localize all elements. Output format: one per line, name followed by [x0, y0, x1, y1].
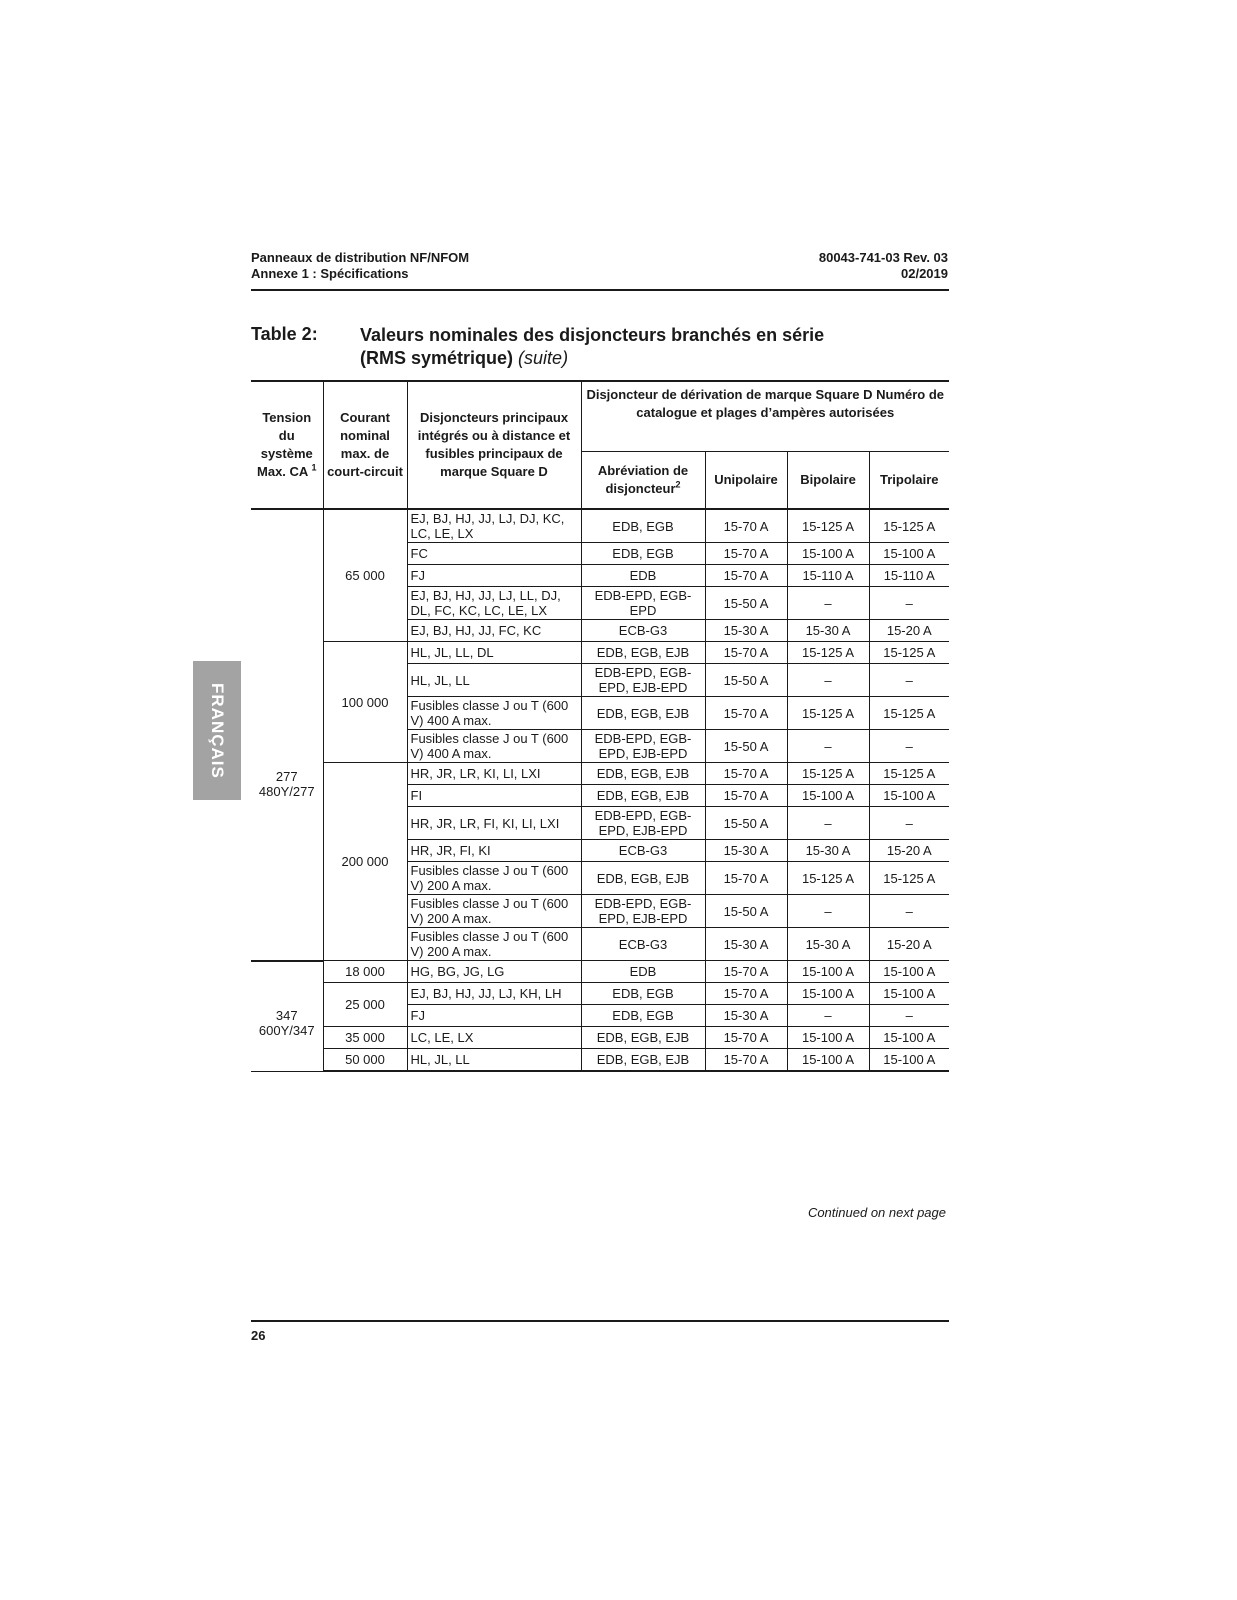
- bi-cell: –: [787, 730, 869, 763]
- bi-cell: –: [787, 664, 869, 697]
- tri-cell: –: [869, 895, 949, 928]
- language-tab-label: FRANÇAIS: [208, 682, 227, 779]
- col-header-abbrev: Abréviation de disjoncteur$^2$: [581, 452, 705, 510]
- language-tab: [193, 661, 241, 800]
- current-cell: 100 000: [323, 642, 407, 763]
- tri-cell: –: [869, 807, 949, 840]
- tri-cell: 15-125 A: [869, 642, 949, 664]
- running-header-left: [251, 250, 469, 282]
- main-breaker-cell: HL, JL, LL, DL: [407, 642, 581, 664]
- page-number: 26: [251, 1328, 266, 1343]
- main-breaker-cell: Fusibles classe J ou T (600 V) 400 A max.: [407, 730, 581, 763]
- abbrev-cell: EDB-EPD, EGB-EPD, EJB-EPD: [581, 807, 705, 840]
- table-body: [251, 509, 949, 1071]
- bi-cell: –: [787, 807, 869, 840]
- abbrev-cell: EDB, EGB: [581, 509, 705, 543]
- main-breaker-cell: FJ: [407, 565, 581, 587]
- tri-cell: 15-125 A: [869, 763, 949, 785]
- abbrev-cell: EDB-EPD, EGB-EPD, EJB-EPD: [581, 730, 705, 763]
- bi-cell: 15-125 A: [787, 763, 869, 785]
- main-breaker-cell: HG, BG, JG, LG: [407, 961, 581, 983]
- uni-cell: 15-50 A: [705, 587, 787, 620]
- main-breaker-cell: Fusibles classe J ou T (600 V) 200 A max.: [407, 895, 581, 928]
- uni-cell: 15-50 A: [705, 807, 787, 840]
- bi-cell: 15-100 A: [787, 785, 869, 807]
- main-breaker-cell: HR, JR, LR, FI, KI, LI, LXI: [407, 807, 581, 840]
- abbrev-cell: EDB: [581, 961, 705, 983]
- bi-cell: 15-100 A: [787, 543, 869, 565]
- col-header-bipolaire: Bipolaire: [787, 452, 869, 510]
- abbrev-cell: EDB, EGB: [581, 543, 705, 565]
- abbrev-cell: EDB, EGB, EJB: [581, 862, 705, 895]
- uni-cell: 15-70 A: [705, 509, 787, 543]
- abbrev-cell: EDB, EGB: [581, 1005, 705, 1027]
- uni-cell: 15-70 A: [705, 697, 787, 730]
- tri-cell: 15-125 A: [869, 509, 949, 543]
- uni-cell: 15-70 A: [705, 1027, 787, 1049]
- bi-cell: 15-100 A: [787, 1049, 869, 1072]
- tri-cell: 15-100 A: [869, 961, 949, 983]
- table-row: [251, 763, 949, 785]
- main-breaker-cell: HR, JR, LR, KI, LI, LXI: [407, 763, 581, 785]
- uni-cell: 15-30 A: [705, 840, 787, 862]
- main-breaker-cell: FJ: [407, 1005, 581, 1027]
- main-breaker-cell: Fusibles classe J ou T (600 V) 400 A max.: [407, 697, 581, 730]
- main-breaker-cell: FI: [407, 785, 581, 807]
- document-number: 80043-741-03 Rev. 03: [818, 250, 948, 265]
- tri-cell: 15-100 A: [869, 543, 949, 565]
- main-breaker-cell: EJ, BJ, HJ, JJ, LJ, KH, LH: [407, 983, 581, 1005]
- abbrev-cell: EDB-EPD, EGB-EPD, EJB-EPD: [581, 664, 705, 697]
- bi-cell: 15-125 A: [787, 862, 869, 895]
- table-title-line1: Valeurs nominales des disjoncteurs branchés en série: [360, 325, 825, 345]
- main-breaker-cell: EJ, BJ, HJ, JJ, LJ, DJ, KC, LC, LE, LX: [407, 509, 581, 543]
- abbrev-cell: ECB-G3: [581, 928, 705, 961]
- uni-cell: 15-30 A: [705, 928, 787, 961]
- col-header-tripolaire: Tripolaire: [869, 452, 949, 510]
- uni-cell: 15-30 A: [705, 1005, 787, 1027]
- table-label: Table 2:: [251, 324, 318, 344]
- table-row: [251, 1027, 949, 1049]
- table-row: [251, 509, 949, 543]
- col-header-main-breakers: Disjoncteurs principaux intégrés ou à distance et fusibles principaux de marque Square D: [407, 381, 581, 509]
- bi-cell: 15-100 A: [787, 983, 869, 1005]
- abbrev-cell: EDB, EGB, EJB: [581, 642, 705, 664]
- tri-cell: –: [869, 1005, 949, 1027]
- main-breaker-cell: HL, JL, LL: [407, 1049, 581, 1072]
- running-header-right: [819, 250, 948, 282]
- table-row: [251, 983, 949, 1005]
- bi-cell: 15-30 A: [787, 620, 869, 642]
- uni-cell: 15-50 A: [705, 730, 787, 763]
- table-title: [360, 324, 824, 370]
- abbrev-cell: EDB, EGB, EJB: [581, 1027, 705, 1049]
- tri-cell: 15-100 A: [869, 983, 949, 1005]
- col-header-branch-group: Disjoncteur de dérivation de marque Square D Numéro de catalogue et plages d’ampères autorisées: [581, 381, 949, 452]
- voltage-cell-347: 347 600Y/347: [251, 961, 323, 1072]
- col-header-tension: Tension du système Max. CA $^1$: [251, 381, 323, 509]
- abbrev-cell: EDB, EGB, EJB: [581, 1049, 705, 1072]
- table-title-suite: (suite): [518, 348, 569, 368]
- current-cell: 18 000: [323, 961, 407, 983]
- current-cell: 65 000: [323, 509, 407, 642]
- abbrev-cell: EDB-EPD, EGB-EPD, EJB-EPD: [581, 895, 705, 928]
- uni-cell: 15-70 A: [705, 565, 787, 587]
- main-breaker-cell: EJ, BJ, HJ, JJ, LJ, LL, DJ, DL, FC, KC, LC, LE, LX: [407, 587, 581, 620]
- abbrev-cell: EDB, EGB, EJB: [581, 785, 705, 807]
- bi-cell: –: [787, 895, 869, 928]
- uni-cell: 15-70 A: [705, 543, 787, 565]
- bi-cell: 15-125 A: [787, 642, 869, 664]
- table-title-rms: (RMS symétrique): [360, 348, 514, 368]
- col-header-unipolaire: Unipolaire: [705, 452, 787, 510]
- main-breaker-cell: HL, JL, LL: [407, 664, 581, 697]
- uni-cell: 15-70 A: [705, 961, 787, 983]
- bi-cell: 15-30 A: [787, 840, 869, 862]
- uni-cell: 15-70 A: [705, 785, 787, 807]
- bi-cell: 15-100 A: [787, 961, 869, 983]
- tri-cell: –: [869, 730, 949, 763]
- document-date: 02/2019: [901, 266, 948, 281]
- document-title: Panneaux de distribution NF/NFOM: [251, 250, 470, 265]
- main-breaker-cell: Fusibles classe J ou T (600 V) 200 A max.: [407, 928, 581, 961]
- tri-cell: 15-100 A: [869, 785, 949, 807]
- tri-cell: 15-20 A: [869, 928, 949, 961]
- tri-cell: 15-100 A: [869, 1027, 949, 1049]
- tri-cell: –: [869, 664, 949, 697]
- bi-cell: –: [787, 587, 869, 620]
- abbrev-cell: EDB-EPD, EGB-EPD: [581, 587, 705, 620]
- abbrev-cell: EDB, EGB: [581, 983, 705, 1005]
- current-cell: 35 000: [323, 1027, 407, 1049]
- tri-cell: –: [869, 587, 949, 620]
- section-title: Annexe 1 : Spécifications: [251, 266, 409, 281]
- col-header-courant: Courant nominal max. de court-circuit: [323, 381, 407, 509]
- tri-cell: 15-20 A: [869, 840, 949, 862]
- tri-cell: 15-125 A: [869, 862, 949, 895]
- main-breaker-cell: LC, LE, LX: [407, 1027, 581, 1049]
- abbrev-cell: EDB, EGB, EJB: [581, 763, 705, 785]
- bi-cell: 15-100 A: [787, 1027, 869, 1049]
- continued-note: Continued on next page: [807, 1205, 946, 1220]
- header-divider: [251, 289, 949, 291]
- ratings-table: [251, 380, 949, 1072]
- table-title-line2: [360, 347, 824, 370]
- uni-cell: 15-70 A: [705, 642, 787, 664]
- current-cell: 50 000: [323, 1049, 407, 1072]
- tri-cell: 15-20 A: [869, 620, 949, 642]
- abbrev-cell: ECB-G3: [581, 620, 705, 642]
- current-cell: 25 000: [323, 983, 407, 1027]
- table-row: [251, 961, 949, 983]
- tri-cell: 15-100 A: [869, 1049, 949, 1072]
- main-breaker-cell: EJ, BJ, HJ, JJ, FC, KC: [407, 620, 581, 642]
- bi-cell: 15-125 A: [787, 697, 869, 730]
- abbrev-cell: EDB: [581, 565, 705, 587]
- bi-cell: 15-125 A: [787, 509, 869, 543]
- uni-cell: 15-50 A: [705, 895, 787, 928]
- bi-cell: 15-110 A: [787, 565, 869, 587]
- voltage-cell-277: 277 480Y/277: [251, 509, 323, 961]
- abbrev-cell: EDB, EGB, EJB: [581, 697, 705, 730]
- bi-cell: 15-30 A: [787, 928, 869, 961]
- uni-cell: 15-30 A: [705, 620, 787, 642]
- table-row: [251, 1049, 949, 1072]
- abbrev-cell: ECB-G3: [581, 840, 705, 862]
- uni-cell: 15-70 A: [705, 983, 787, 1005]
- main-breaker-cell: Fusibles classe J ou T (600 V) 200 A max.: [407, 862, 581, 895]
- table-header: [251, 381, 949, 509]
- uni-cell: 15-70 A: [705, 862, 787, 895]
- current-cell: 200 000: [323, 763, 407, 961]
- uni-cell: 15-70 A: [705, 763, 787, 785]
- bi-cell: –: [787, 1005, 869, 1027]
- main-breaker-cell: HR, JR, FI, KI: [407, 840, 581, 862]
- tri-cell: 15-110 A: [869, 565, 949, 587]
- uni-cell: 15-50 A: [705, 664, 787, 697]
- footer-divider: [251, 1320, 949, 1322]
- tri-cell: 15-125 A: [869, 697, 949, 730]
- uni-cell: 15-70 A: [705, 1049, 787, 1072]
- main-breaker-cell: FC: [407, 543, 581, 565]
- table-row: [251, 642, 949, 664]
